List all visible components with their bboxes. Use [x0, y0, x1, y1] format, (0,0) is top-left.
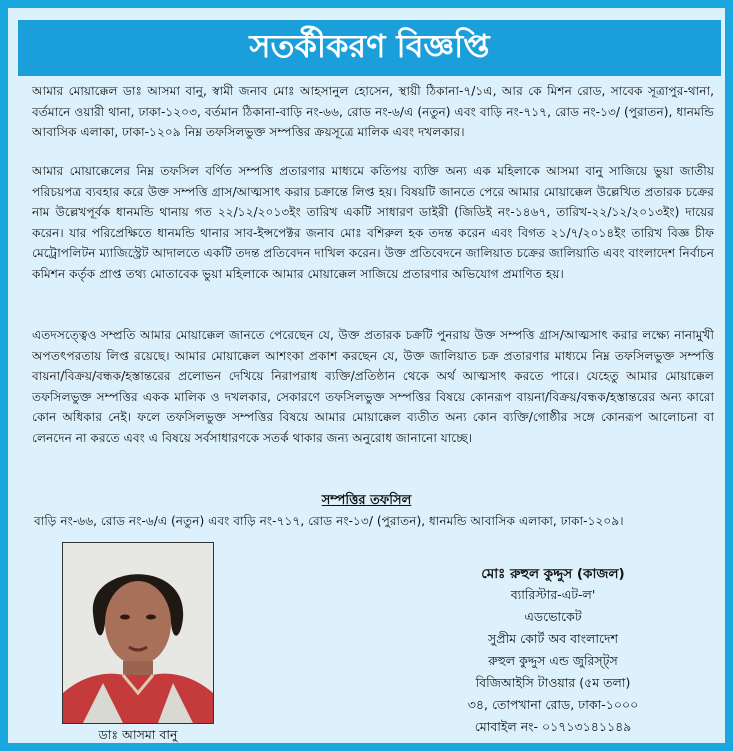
schedule-heading: সম্পত্তির তফসিল — [321, 493, 412, 508]
signatory-building: বিজিআইসি টাওয়ার (৫ম তলা) — [475, 675, 631, 690]
paragraph-3: এতদসত্ত্বেও সম্প্রতি আমার মোয়াক্কেল জানতে পেরেছেন যে, উক্ত প্রতারক চক্রটি পুনরায় উক্ত সম্পত্তি গ্রাস/আত্মসাৎ করার লক্ষ্যে নানামুখী অপতৎপরতায় লিপ্ত রয়েছে। আমার মোয়াক্কেল আশংকা প্রকাশ করছেন যে, উক্ত জালিয়াত চক্র প্রতারণার মাধ্যমে নিম্ন তফসিলভুক্ত সম্পত্তি বায়না/বিক্রয়/বন্ধক/হস্তান্তরের প্রলোভন দেখিয়ে নিরাপরাধ ব্যক্তি/প্রতিষ্ঠান থেকে অর্থ আত্মসাৎ করতে পারে। যেহেতু আমার মোয়াক্কেল তফসিলভুক্ত সম্পত্তির একক মালিক ও দখলকার, সেকারণে তফসিলভুক্ত সম্পত্তির বিষয়ে কোনরূপ বায়না/বিক্রয়/বন্ধক/হস্তান্তরের অন্য কারো কোন অধিকার নেই। ফলে তফসিলভুক্ত সম্পত্তির বিষয়ে আমার মোয়াক্কেল ব্যতীত অন্য কোন ব্যক্তি/গোষ্ঠীর সঙ্গে কোনরূপ আলোচনা বা লেনদেন না করতে এবং এ বিষয়ে সর্বসাধারণকে সতর্ক থাকার জন্য অনুরোধ জানানো যাচ্ছে। — [32, 328, 714, 445]
signatory-name: মোঃ রুহুল কুদ্দুস (কাজল) — [481, 566, 625, 582]
signatory-court: সুপ্রীম কোর্ট অব বাংলাদেশ — [488, 631, 618, 646]
notice-title: সতর্কীকরণ বিজ্ঞপ্তি — [249, 27, 490, 65]
schedule-text: বাড়ি নং-৬৬, রোড নং-৬/এ (নতুন) এবং বাড়ি নং-৭১৭, রোড নং-১৩/ (পুরাতন), ধানমন্ডি আবাসিক এলাকা, ঢাকা-১২০৯। — [34, 514, 624, 528]
title-banner — [18, 20, 721, 76]
portrait-image — [63, 543, 213, 723]
signatory-mobile: মোবাইল নং- ০১৭১৩১৪১১৪৯ — [474, 719, 632, 734]
photo-caption: ডাঃ আসমা বানু — [98, 727, 178, 742]
paragraph-2: আমার মোয়াক্কেলের নিম্ন তফসিল বর্ণিত সম্পত্তি প্রতারণার মাধ্যমে কতিপয় ব্যক্তি অন্য এক মহিলাকে আসমা বানু সাজিয়ে ভুয়া জাতীয় পরিচয়পত্র ব্যবহার করে উক্ত সম্পত্তি গ্রাস/আত্মসাৎ করার চক্রান্তে লিপ্ত হয়। বিষয়টি জানতে পেরে আমার মোয়াক্কেল উল্লেখিত প্রতারক চক্রের নাম উল্লেখপূর্বক ধানমন্ডি থানায় গত ২২/১২/২০১৩ইং তারিখ একটি সাধারণ ডাইরী (জিডিই নং-১৪৬৭, তারিখ-২২/১২/২০১৩ইং) দায়ের করেন। যার পরিপ্রেক্ষিতে ধানমন্ডি থানার সাব-ইন্সপেক্টর জনাব মোঃ বশিরুল হক তদন্ত করেন এবং বিগত ২১/৭/২০১৪ইং তারিখ বিজ্ঞ চীফ মেট্রোপলিটন ম্যাজিস্ট্রেট আদালতে একটি তদন্ত প্রতিবেদন দাখিল করেন। উক্ত প্রতিবেদনে জালিয়াত চক্রের জালিয়াতি এবং বাংলাদেশ নির্বাচন কমিশন কর্তৃক প্রাপ্ত তথ্য মোতাবেক ভুয়া মহিলাকে আমার মোয়াক্কেল সাজিয়ে প্রতারণার অভিযোগ প্রমাণিত হয়। — [32, 164, 714, 281]
signatory-address: ৩৪, তোপখানা রোড, ঢাকা-১০০০ — [467, 697, 639, 712]
paragraph-1: আমার মোয়াক্কেল ডাঃ আসমা বানু, স্বামী জনাব মোঃ আহসানুল হোসেন, স্থায়ী ঠিকানা-৭/১এ, আর কে মিশন রোড, সাবেক সূত্রাপুর-থানা, বর্তমানে ওয়ারী থানা, ঢাকা-১২০৩, বর্তমান ঠিকানা-বাড়ি নং-৬৬, রোড নং-৬/এ (নতুন) এবং বাড়ি নং-৭১৭, রোড নং-১৩/ (পুরাতন), ধানমন্ডি আবাসিক এলাকা, ঢাকা-১২০৯ নিম্ন তফসিলভুক্ত সম্পত্তির ক্রয়সূত্রে মালিক এবং দখলকার। — [32, 84, 714, 139]
signatory-title: ব্যারিস্টার-এট-ল' — [510, 587, 596, 602]
signatory-designation: এডভোকেট — [524, 609, 582, 624]
signatory-firm: রুহুল কুদ্দুস এন্ড জুরিস্ট্স — [488, 653, 618, 668]
portrait-photo — [62, 542, 214, 724]
